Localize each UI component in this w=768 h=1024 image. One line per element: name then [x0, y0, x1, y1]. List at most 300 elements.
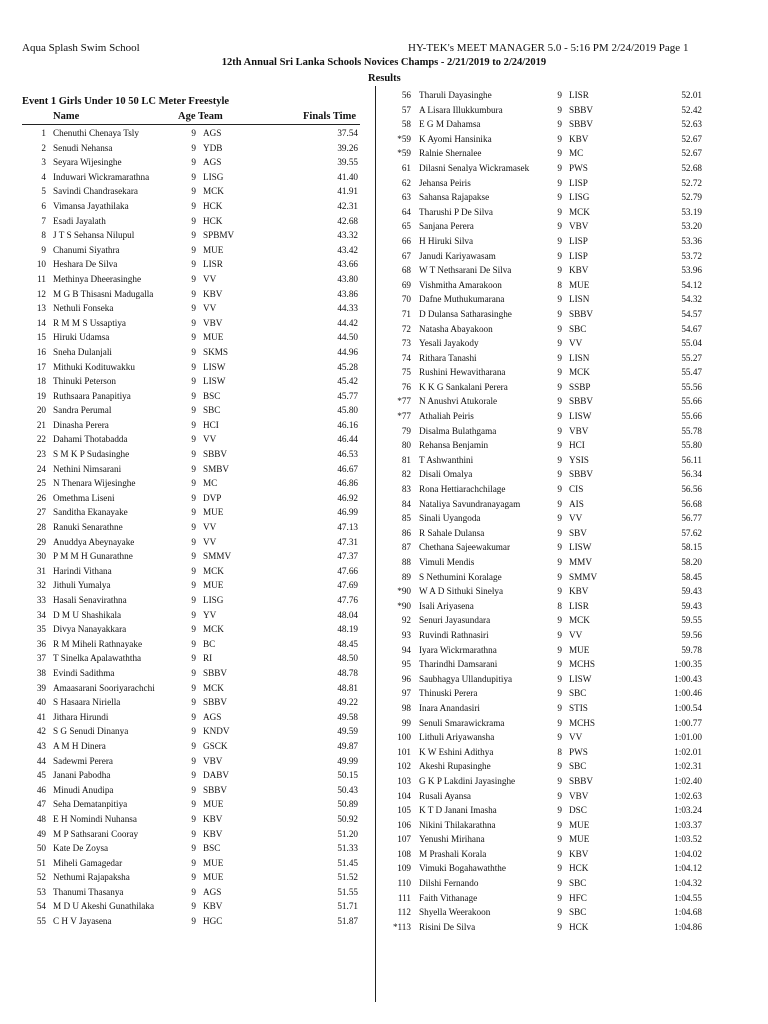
- result-age: 9: [557, 775, 562, 786]
- result-age: 9: [557, 863, 562, 874]
- result-age: 9: [191, 259, 196, 270]
- result-row: [22, 360, 362, 375]
- result-time: 48.19: [337, 624, 358, 635]
- result-place: 3: [41, 157, 46, 168]
- result-row: [22, 287, 362, 302]
- result-row: [382, 876, 722, 891]
- result-name: Sandra Perumal: [53, 405, 112, 416]
- result-row: [382, 701, 722, 716]
- result-row: [22, 535, 362, 550]
- result-age: 9: [557, 513, 562, 524]
- result-age: 9: [557, 484, 562, 495]
- result-time: 44.50: [337, 332, 358, 343]
- result-place: 75: [401, 367, 411, 378]
- result-time: 1:00.35: [674, 659, 702, 670]
- result-place: 104: [397, 790, 411, 801]
- result-name: K T D Janani Imasha: [419, 805, 497, 816]
- result-place: *113: [392, 921, 411, 932]
- result-age: 9: [557, 104, 562, 115]
- result-age: 9: [191, 609, 196, 620]
- result-place: 97: [401, 688, 411, 699]
- result-age: 9: [557, 892, 562, 903]
- result-team: MCK: [203, 565, 224, 576]
- result-name: Vishmitha Amarakoon: [419, 279, 502, 290]
- result-team: YSIS: [569, 454, 589, 465]
- result-team: SBC: [569, 323, 587, 334]
- result-row: [382, 117, 722, 132]
- result-name: Tharushi P De Silva: [419, 206, 493, 217]
- result-age: 9: [191, 186, 196, 197]
- result-row: [382, 219, 722, 234]
- result-team: MC: [203, 478, 218, 489]
- result-row: [22, 710, 362, 725]
- result-age: 9: [557, 381, 562, 392]
- result-time: 45.77: [337, 390, 358, 401]
- result-age: 9: [191, 419, 196, 430]
- result-place: 103: [397, 775, 411, 786]
- result-row: [382, 292, 722, 307]
- result-name: Ruthsaara Panapitiya: [53, 390, 131, 401]
- result-row: [22, 578, 362, 593]
- result-team: KBV: [203, 901, 223, 912]
- result-name: K W Eshini Adithya: [419, 746, 494, 757]
- result-name: Seyara Wijesinghe: [53, 157, 122, 168]
- result-time: 44.33: [337, 303, 358, 314]
- result-place: 51: [36, 857, 46, 868]
- result-row: [382, 570, 722, 585]
- result-row: [382, 249, 722, 264]
- result-place: 109: [397, 863, 411, 874]
- result-team: BSC: [203, 843, 221, 854]
- result-time: 52.01: [681, 90, 702, 100]
- result-name: Thanumi Thasanya: [53, 886, 124, 897]
- result-age: 9: [191, 405, 196, 416]
- result-time: 1:04.55: [674, 892, 702, 903]
- result-age: 9: [191, 813, 196, 824]
- result-team: VV: [203, 536, 217, 547]
- result-name: Harindi Vithana: [53, 565, 112, 576]
- result-age: 9: [191, 916, 196, 927]
- result-age: 9: [557, 235, 562, 246]
- result-time: 57.62: [681, 527, 702, 538]
- result-team: DSC: [569, 805, 587, 816]
- result-time: 43.42: [337, 244, 358, 255]
- result-name: T Ashwanthini: [419, 454, 474, 465]
- result-name: Rusali Ayansa: [419, 790, 471, 801]
- result-place: 101: [397, 746, 411, 757]
- result-name: N Anushvi Atukorale: [419, 396, 498, 407]
- result-row: [382, 322, 722, 337]
- result-row: [22, 243, 362, 258]
- result-time: 41.91: [337, 186, 358, 197]
- result-row: [382, 847, 722, 862]
- result-name: Thinuski Perera: [419, 688, 478, 699]
- result-age: 9: [557, 848, 562, 859]
- result-row: [22, 389, 362, 404]
- result-age: 9: [191, 843, 196, 854]
- result-team: LISG: [203, 171, 224, 182]
- column-header-team: Team: [198, 111, 223, 122]
- result-time: 56.68: [681, 498, 702, 509]
- result-team: SBC: [569, 688, 587, 699]
- result-time: 56.56: [681, 484, 702, 495]
- result-row: [22, 885, 362, 900]
- result-team: SBV: [569, 527, 587, 538]
- result-age: 9: [191, 536, 196, 547]
- result-age: 8: [557, 279, 562, 290]
- result-row: [382, 686, 722, 701]
- result-name: Rithara Tanashi: [419, 352, 477, 363]
- result-time: 49.99: [337, 755, 358, 766]
- result-row: [382, 672, 722, 687]
- result-age: 9: [557, 90, 562, 100]
- result-team: LISW: [569, 673, 592, 684]
- result-team: MUE: [569, 819, 590, 830]
- result-row: [22, 316, 362, 331]
- result-team: SBBV: [569, 469, 594, 480]
- result-name: Akeshi Rupasinghe: [419, 761, 491, 772]
- result-name: Nataliya Savundranayagam: [419, 498, 521, 509]
- result-time: 43.80: [337, 273, 358, 284]
- result-place: 69: [401, 279, 411, 290]
- result-team: LISR: [569, 600, 589, 611]
- result-age: 9: [191, 755, 196, 766]
- result-place: 35: [36, 624, 46, 635]
- result-team: MCK: [203, 682, 224, 693]
- result-place: *59: [397, 148, 411, 159]
- result-row: [22, 257, 362, 272]
- result-team: LISP: [569, 177, 588, 188]
- result-age: 9: [191, 624, 196, 635]
- result-row: [382, 351, 722, 366]
- result-row: [22, 520, 362, 535]
- result-time: 42.31: [337, 200, 358, 211]
- result-row: [22, 272, 362, 287]
- result-time: 50.92: [337, 813, 358, 824]
- result-name: Nethini Nimsarani: [53, 463, 122, 474]
- result-time: 59.43: [681, 600, 702, 611]
- result-place: 21: [36, 419, 46, 430]
- result-row: [22, 199, 362, 214]
- result-team: KBV: [203, 828, 223, 839]
- result-row: [382, 424, 722, 439]
- result-name: Vimuli Mendis: [419, 557, 475, 567]
- result-age: 9: [557, 805, 562, 816]
- result-team: LISR: [203, 259, 223, 270]
- result-name: Esadi Jayalath: [53, 215, 106, 226]
- result-place: 12: [36, 288, 46, 299]
- result-place: 32: [36, 580, 46, 591]
- result-team: KBV: [569, 848, 589, 859]
- result-age: 9: [557, 206, 562, 217]
- result-row: [382, 759, 722, 774]
- result-name: K Ayomi Hansinika: [419, 133, 492, 144]
- result-place: 106: [397, 819, 411, 830]
- result-age: 9: [557, 557, 562, 567]
- result-row: [382, 394, 722, 409]
- result-place: 16: [36, 346, 46, 357]
- result-age: 9: [191, 332, 196, 343]
- result-age: 9: [191, 799, 196, 810]
- result-place: 87: [401, 542, 411, 553]
- result-age: 9: [191, 230, 196, 241]
- result-time: 58.45: [681, 571, 702, 582]
- result-name: R Sahale Dulansa: [419, 527, 485, 538]
- result-time: 46.44: [337, 434, 358, 445]
- result-age: 9: [191, 128, 196, 138]
- result-name: H Hiruki Silva: [419, 235, 474, 246]
- result-time: 37.54: [337, 128, 358, 138]
- result-age: 9: [191, 303, 196, 314]
- result-place: 68: [401, 265, 411, 276]
- result-time: 47.31: [337, 536, 358, 547]
- result-place: 4: [41, 171, 46, 182]
- result-name: Anuddya Abeynayake: [53, 536, 135, 547]
- result-time: 47.69: [337, 580, 358, 591]
- result-team: MCHS: [569, 659, 596, 670]
- result-place: 86: [401, 527, 411, 538]
- result-team: HFC: [569, 892, 587, 903]
- result-row: [22, 739, 362, 754]
- result-age: 9: [191, 770, 196, 781]
- result-team: HCK: [569, 863, 589, 874]
- results-heading: Results: [368, 73, 401, 84]
- result-place: 73: [401, 338, 411, 349]
- result-time: 54.67: [681, 323, 702, 334]
- result-age: 9: [557, 659, 562, 670]
- result-time: 48.78: [337, 667, 358, 678]
- result-time: 59.55: [681, 615, 702, 626]
- result-name: Savindi Chandrasekara: [53, 186, 138, 197]
- result-team: KBV: [569, 133, 589, 144]
- result-team: LISW: [569, 542, 592, 553]
- result-age: 9: [191, 361, 196, 372]
- result-place: *59: [397, 133, 411, 144]
- result-name: Janani Pabodha: [53, 770, 111, 781]
- result-team: MUE: [203, 872, 224, 883]
- result-name: Dafne Muthukumarana: [419, 294, 505, 305]
- result-row: [382, 803, 722, 818]
- result-row: [22, 170, 362, 185]
- result-row: [22, 637, 362, 652]
- result-name: Iyara Wickrmarathna: [419, 644, 497, 655]
- result-age: 9: [557, 294, 562, 305]
- result-place: 24: [36, 463, 46, 474]
- result-team: MCK: [203, 624, 224, 635]
- result-place: 41: [36, 711, 46, 722]
- result-age: 9: [191, 522, 196, 533]
- result-name: G K P Lakdini Jayasinghe: [419, 775, 516, 786]
- result-name: R M M S Ussaptiya: [53, 317, 126, 328]
- result-age: 9: [191, 273, 196, 284]
- result-team: HCK: [569, 921, 589, 932]
- result-row: [22, 622, 362, 637]
- result-name: D Dulansa Satharasinghe: [419, 308, 512, 319]
- result-row: [22, 870, 362, 885]
- result-name: Dilasni Senalya Wickramasek: [419, 162, 530, 173]
- result-age: 9: [191, 157, 196, 168]
- result-time: 1:00.77: [674, 717, 702, 728]
- result-row: [22, 827, 362, 842]
- result-name: Kate De Zoysa: [53, 843, 109, 854]
- result-place: 45: [36, 770, 46, 781]
- result-time: 51.55: [337, 886, 358, 897]
- result-time: 53.96: [681, 265, 702, 276]
- result-name: Lithuli Ariyawansha: [419, 732, 495, 743]
- result-time: 1:01.00: [674, 732, 702, 743]
- result-name: Miheli Gamagedar: [53, 857, 123, 868]
- result-time: 45.42: [337, 376, 358, 387]
- result-time: 50.89: [337, 799, 358, 810]
- result-row: [382, 599, 722, 614]
- result-age: 9: [557, 177, 562, 188]
- result-name: Chenuthi Chenaya Tsly: [53, 128, 139, 138]
- result-time: 51.71: [337, 901, 358, 912]
- result-row: [22, 126, 362, 141]
- result-name: Chethana Sajeewakumar: [419, 542, 511, 553]
- result-name: Hasali Senavirathna: [53, 595, 127, 605]
- result-place: *90: [397, 586, 411, 597]
- result-age: 9: [191, 434, 196, 445]
- result-name: J T S Sehansa Nilupul: [53, 230, 135, 241]
- result-time: 45.28: [337, 361, 358, 372]
- result-team: VV: [569, 732, 583, 743]
- result-row: [382, 905, 722, 920]
- result-age: 9: [557, 498, 562, 509]
- result-time: 48.81: [337, 682, 358, 693]
- result-row: [382, 920, 722, 935]
- result-time: 1:02.31: [674, 761, 702, 772]
- result-team: KNDV: [203, 726, 230, 737]
- result-name: N Thenara Wijesinghe: [53, 478, 136, 489]
- result-row: [382, 818, 722, 833]
- result-team: MUE: [569, 644, 590, 655]
- result-team: HCI: [569, 440, 585, 451]
- result-age: 9: [191, 507, 196, 518]
- result-time: 1:03.37: [674, 819, 702, 830]
- result-time: 1:04.32: [674, 878, 702, 889]
- result-row: [22, 462, 362, 477]
- result-name: W A D Sithuki Sinelya: [419, 586, 504, 597]
- result-row: [22, 564, 362, 579]
- result-age: 9: [191, 784, 196, 795]
- result-name: Vimuki Bogahawaththe: [419, 863, 506, 874]
- result-time: 51.20: [337, 828, 358, 839]
- result-place: 111: [397, 892, 411, 903]
- result-age: 9: [191, 726, 196, 737]
- result-name: A Lisara Illukkumbura: [419, 104, 503, 115]
- result-team: VBV: [569, 790, 589, 801]
- result-time: 50.43: [337, 784, 358, 795]
- result-name: Thinuki Peterson: [53, 376, 117, 387]
- column-header-name: Name: [53, 111, 80, 122]
- result-time: 53.36: [681, 235, 702, 246]
- result-row: [22, 418, 362, 433]
- result-place: 80: [401, 440, 411, 451]
- result-row: [22, 549, 362, 564]
- result-time: 51.45: [337, 857, 358, 868]
- result-age: 9: [191, 390, 196, 401]
- result-time: 1:02.63: [674, 790, 702, 801]
- result-age: 9: [557, 338, 562, 349]
- result-team: MCHS: [569, 717, 596, 728]
- result-row: [22, 695, 362, 710]
- result-time: 1:04.68: [674, 907, 702, 918]
- result-age: 9: [557, 308, 562, 319]
- result-time: 49.87: [337, 740, 358, 751]
- result-row: [22, 447, 362, 462]
- result-place: 110: [397, 878, 411, 889]
- result-place: 66: [401, 235, 411, 246]
- result-row: [22, 374, 362, 389]
- result-team: SBBV: [569, 104, 594, 115]
- result-row: [22, 681, 362, 696]
- result-team: MCK: [203, 186, 224, 197]
- result-age: 9: [557, 323, 562, 334]
- result-team: AGS: [203, 157, 222, 168]
- result-row: [382, 526, 722, 541]
- result-team: VBV: [203, 317, 223, 328]
- result-age: 9: [557, 367, 562, 378]
- result-place: 52: [36, 872, 46, 883]
- result-row: [382, 365, 722, 380]
- result-age: 9: [191, 697, 196, 708]
- result-row: [22, 856, 362, 871]
- result-team: LISW: [569, 411, 592, 422]
- result-team: LISP: [569, 235, 588, 246]
- result-name: Sanditha Ekanayake: [53, 507, 128, 518]
- meet-title: 12th Annual Sri Lanka Schools Novices Champs - 2/21/2019 to 2/24/2019: [221, 57, 547, 68]
- result-place: 67: [401, 250, 411, 261]
- result-name: R M Miheli Rathnayake: [53, 638, 143, 649]
- result-name: Nethuli Fonseka: [53, 303, 114, 314]
- result-name: Risini De Silva: [419, 921, 476, 932]
- result-age: 9: [191, 478, 196, 489]
- result-time: 1:04.02: [674, 848, 702, 859]
- result-place: 13: [36, 303, 46, 314]
- result-name: Nethumi Rajapaksha: [53, 872, 130, 883]
- result-age: 9: [557, 396, 562, 407]
- result-row: [22, 608, 362, 623]
- result-team: SBC: [569, 907, 587, 918]
- result-time: 55.27: [681, 352, 702, 363]
- result-name: S Nethumini Koralage: [419, 571, 502, 582]
- result-row: [22, 330, 362, 345]
- result-team: SBC: [569, 878, 587, 889]
- result-place: 58: [401, 119, 411, 130]
- result-age: 9: [557, 761, 562, 772]
- result-team: LISP: [569, 250, 588, 261]
- result-name: M G B Thisasni Madugalla: [53, 288, 154, 299]
- result-name: Senuli Smarawickrama: [419, 717, 505, 728]
- result-time: 48.04: [337, 609, 358, 620]
- result-name: Omethma Liseni: [53, 492, 115, 503]
- result-name: Hiruki Udamsa: [53, 332, 110, 343]
- result-age: 9: [191, 142, 196, 153]
- result-time: 46.16: [337, 419, 358, 430]
- result-row: [22, 476, 362, 491]
- result-place: 93: [401, 629, 411, 640]
- result-name: Disali Omalya: [419, 469, 473, 480]
- result-row: [22, 491, 362, 506]
- result-team: VV: [203, 434, 217, 445]
- result-time: 1:02.01: [674, 746, 702, 757]
- result-place: 29: [36, 536, 46, 547]
- result-age: 9: [557, 265, 562, 276]
- column-header-age: Age: [178, 111, 196, 122]
- result-row: [382, 584, 722, 599]
- result-name: M D U Akeshi Gunathilaka: [53, 901, 155, 912]
